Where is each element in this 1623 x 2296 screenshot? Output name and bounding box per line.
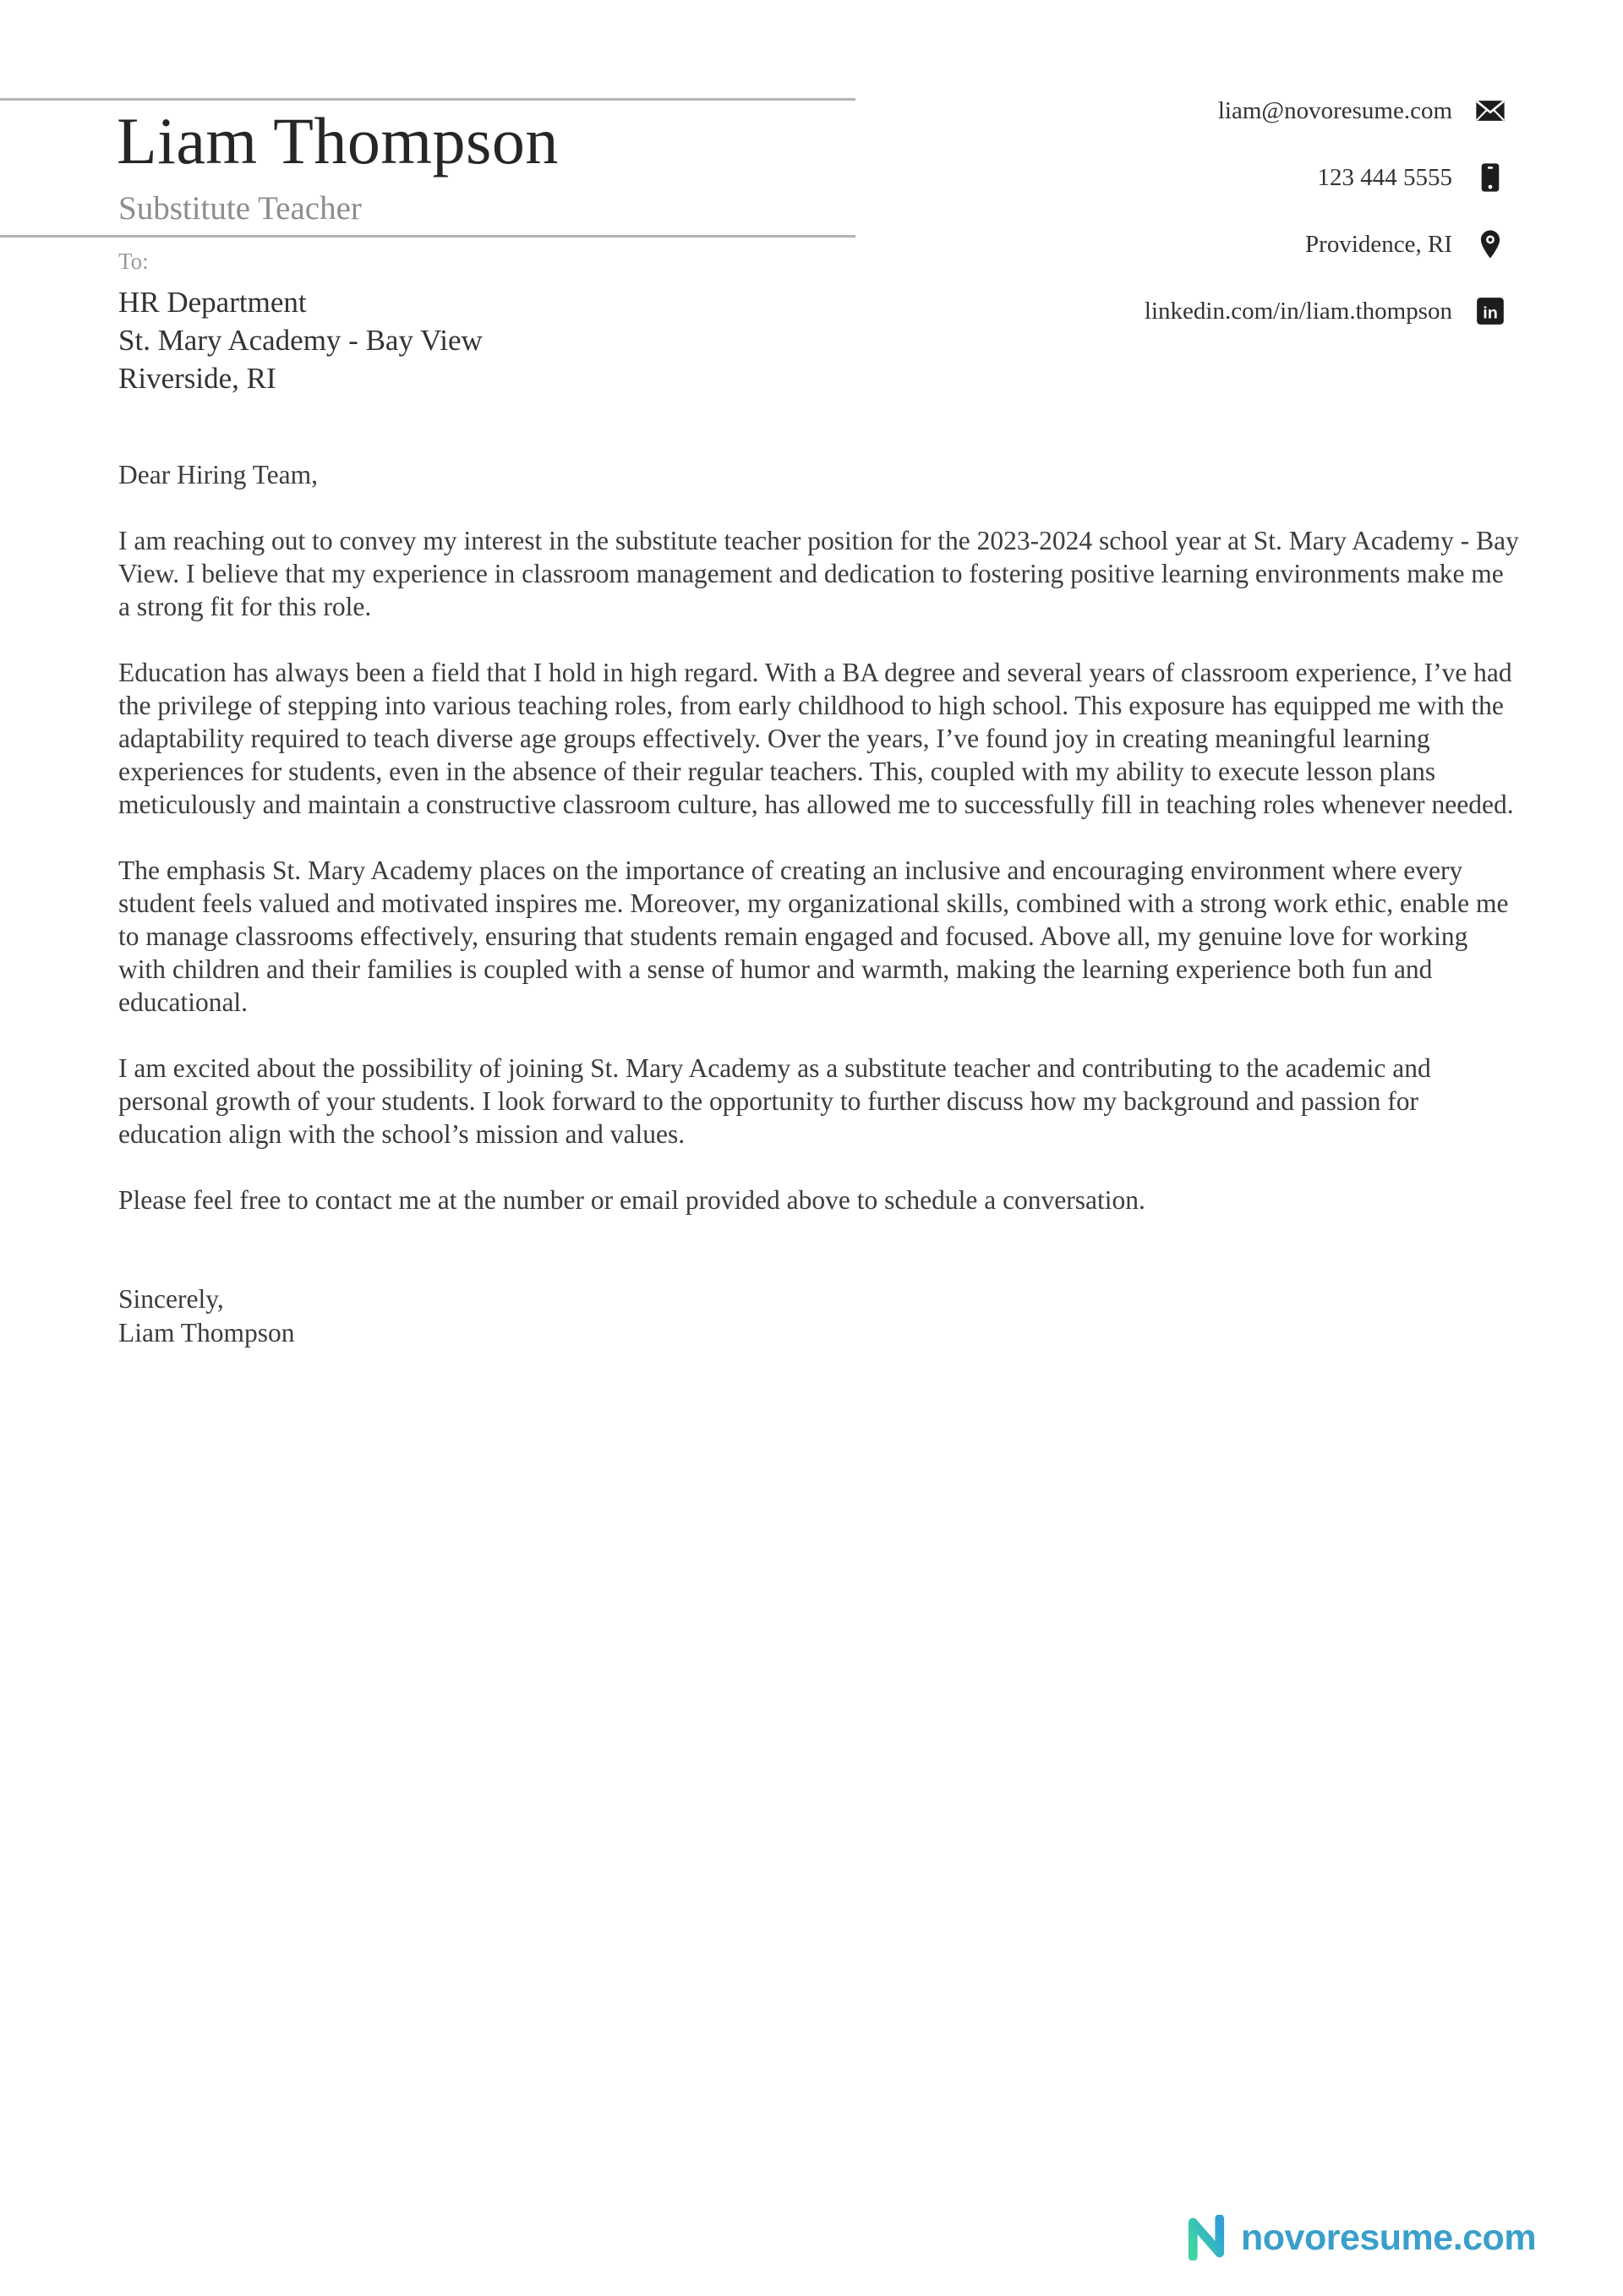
novoresume-logo-icon: [1183, 2215, 1229, 2260]
email-text[interactable]: liam@novoresume.com: [1217, 96, 1452, 124]
salutation: Dear Hiring Team,: [118, 460, 319, 489]
header-divider-bottom: [0, 235, 855, 238]
closing-block: [118, 1282, 1520, 1350]
phone-text: 123 444 5555: [1317, 163, 1452, 191]
brand-footer[interactable]: [1183, 2215, 1536, 2260]
letter-paragraph: I am reaching out to convey my interest in the substitute teacher position for the 2023-2024 school year at St. Mary Academy - Bay View. I believe that my experience in classroom management and dedication to fostering positive learning environments make me a strong fit for this role.: [118, 526, 1519, 621]
recipient-organization: St. Mary Academy - Bay View: [118, 324, 483, 357]
recipient-location: Riverside, RI: [118, 362, 276, 395]
job-title: Substitute Teacher: [118, 190, 362, 227]
header-divider-top: [0, 98, 855, 101]
phone-icon: [1474, 161, 1506, 194]
recipient-block: [118, 249, 483, 397]
brand-wordmark[interactable]: novoresume.com: [1241, 2217, 1537, 2258]
contact-row-email: [1145, 95, 1506, 127]
contact-block: [1145, 95, 1506, 327]
email-icon: [1474, 95, 1506, 127]
letter-body: [118, 458, 1520, 1350]
to-label: To:: [118, 249, 149, 274]
person-name: Liam Thompson: [117, 104, 559, 178]
contact-row-phone: [1145, 161, 1506, 194]
signature-name: Liam Thompson: [118, 1318, 295, 1348]
recipient-department: HR Department: [118, 286, 307, 319]
linkedin-icon: [1474, 295, 1506, 327]
contact-row-location: [1145, 228, 1506, 260]
svg-text:in: in: [1483, 303, 1498, 323]
closing-text: Sincerely,: [118, 1284, 224, 1314]
linkedin-text[interactable]: linkedin.com/in/liam.thompson: [1144, 297, 1452, 325]
contact-row-linkedin: [1145, 295, 1506, 327]
letter-paragraph: Education has always been a field that I hold in high regard. With a BA degree and several years of classroom experience, I’ve had the privilege of stepping into various teaching roles, from early childhood to high school. This exposure has equipped me with the adaptability required to teach diverse age groups effectively. Over the years, I’ve found joy in creating meaningful learning experiences for students, even in the absence of their regular teachers. This, coupled with my ability to execute lesson plans meticulously and maintain a constructive classroom culture, has allowed me to successfully fill in teaching roles whenever needed.: [118, 658, 1514, 819]
location-icon: [1474, 228, 1506, 260]
location-text: Providence, RI: [1305, 230, 1452, 258]
letter-paragraph: Please feel free to contact me at the number or email provided above to schedule a conversation.: [118, 1185, 1145, 1215]
letter-paragraph: The emphasis St. Mary Academy places on the importance of creating an inclusive and encouraging environment where every student feels valued and motivated inspires me. Moreover, my organizational skills, combined with a strong work ethic, enable me to manage classrooms effectively, ensuring that students remain engaged and focused. Above all, my genuine love for working with children and their families is coupled with a sense of humor and warmth, making the learning experience both fun and educational.: [118, 856, 1509, 1017]
letter-paragraph: I am excited about the possibility of joining St. Mary Academy as a substitute teacher and contributing to the academic and personal growth of your students. I look forward to the opportunity to further discuss how my background and passion for education align with the school’s mission and values.: [118, 1053, 1431, 1149]
